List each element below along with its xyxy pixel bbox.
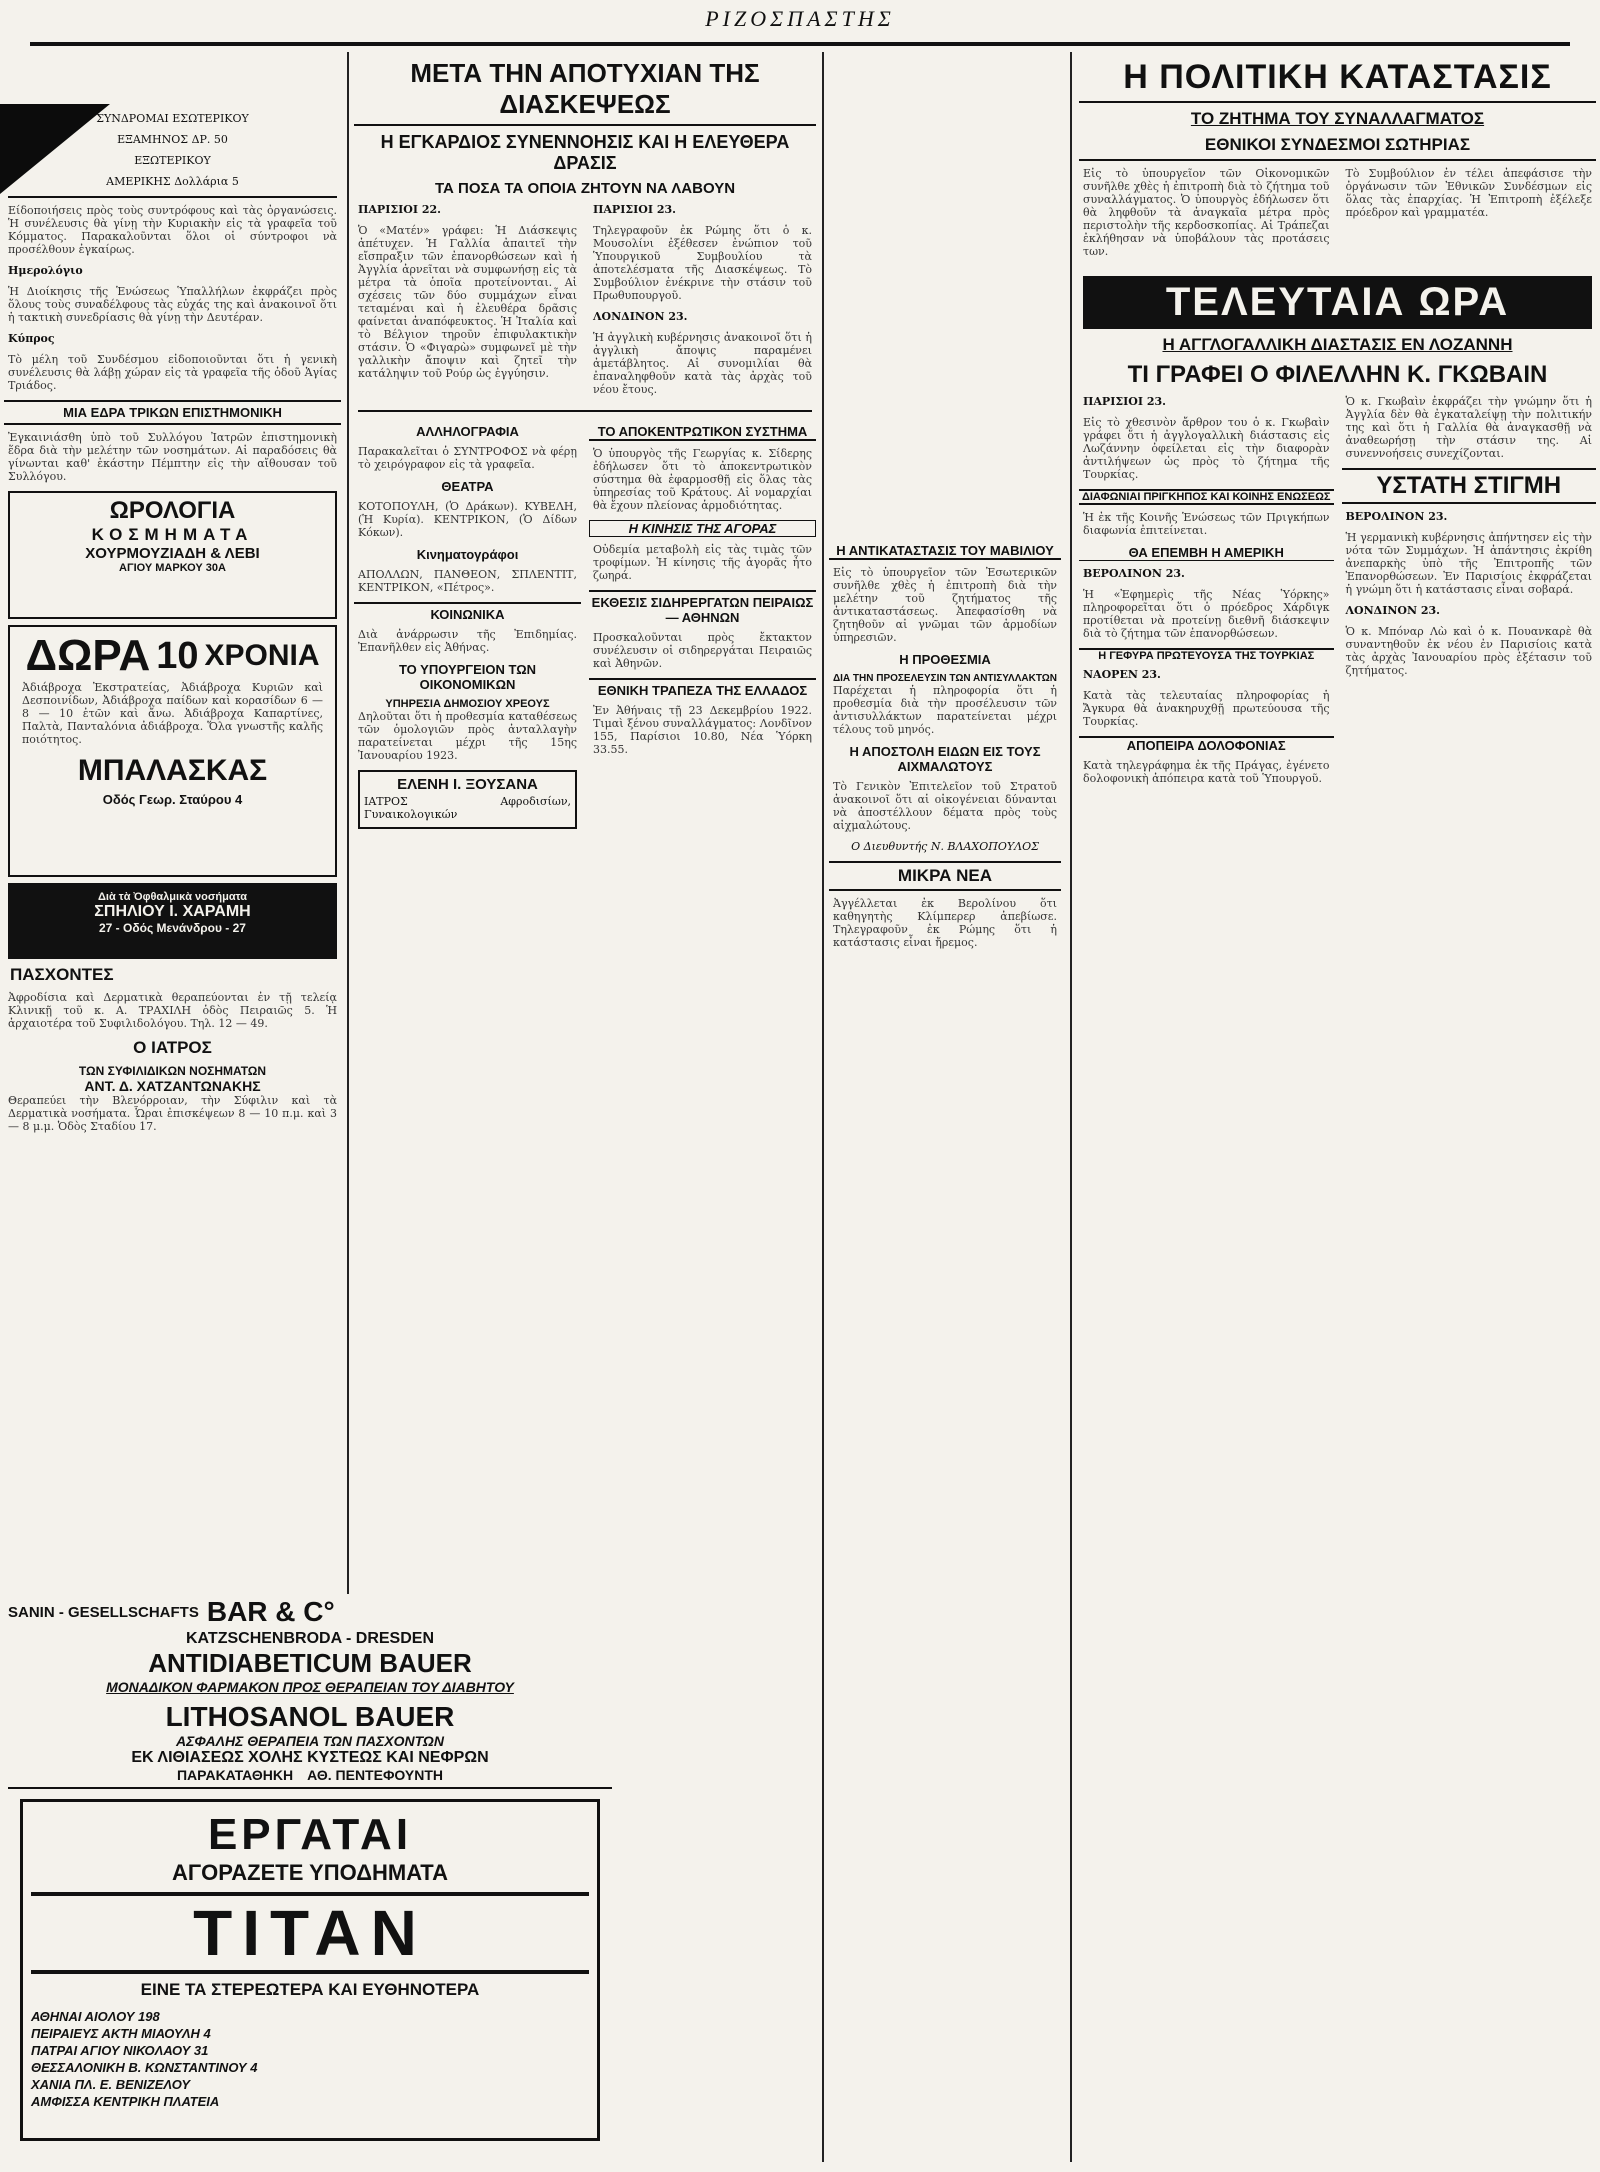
article-text: Ἡ γερμανικὴ κυβέρνησις ἀπήντησεν εἰς τὴν νότα τῶν Συμμάχων. Ἡ ἀπάντησις ἐκρίθη ἀνεπαρκὴς ὑπὸ τῆς Ἐπιτροπῆς τῶν Ἐπανορθώσεων. Ἐν Παρισίοις ἐκφράζεται ἡ γνώμη ὅτι ἡ κατάστασις εἶναι σοβαρά. bbox=[1345, 531, 1592, 596]
ad-lithosanol: LITHOSANOL BAUER bbox=[165, 1701, 455, 1732]
section-hmerologio: Ημερολόγιο bbox=[8, 264, 83, 277]
diafores-heading: ΔΙΑΦΩΝΙΑΙ ΠΡΙΓΚΗΠΟΣ ΚΑΙ ΚΟΙΝΗΣ ΕΝΩΣΕΩΣ bbox=[1079, 489, 1334, 505]
article-text: Ἡ Διοίκησις τῆς Ἑνώσεως Ὑπαλλήλων ἐκφράζει πρὸς ὅλους τοὺς συναδέλφους τὰς εὐχάς της καὶ ἀνακοινοῖ ὅτι ἡ τακτικὴ συνεδρίασις θὰ γίνῃ τὴν Δευτέραν. bbox=[8, 285, 337, 324]
ad-asfalis: ΑΣΦΑΛΗΣ ΘΕΡΑΠΕΙΑ ΤΩΝ ΠΑΣΧΟΝΤΩΝ bbox=[176, 1733, 444, 1749]
signature: Ο Διευθυντής Ν. ΒΛΑΧΟΠΟΥΛΟΣ bbox=[851, 840, 1039, 853]
ad-pentefounti: ΑΘ. ΠΕΝΤΕΦΟΥΝΤΗ bbox=[307, 1767, 444, 1783]
antikatastasis-heading: Η ΑΝΤΙΚΑΤΑΣΤΑΣΙΣ ΤΟΥ ΜΑΒΙΛΙΟΥ bbox=[829, 543, 1061, 560]
article-text: Εἰς τὸ ὑπουργεῖον τῶν Οἰκονομικῶν συνῆλθε χθὲς ἡ ἐπιτροπὴ διὰ τὸ ζήτημα τοῦ συναλλάγματος. Ὁ ὑπουργὸς ἐδήλωσεν ὅτι θὰ ληφθοῦν τὰ ἀναγκαῖα μέτρα πρὸς περιστολὴν τῆς κερδοσκοπίας. Αἱ Τράπεζαι ἐκλήθησαν νὰ ὑποβάλουν τὰς προτάσεις των. bbox=[1083, 167, 1330, 258]
column-divider bbox=[1070, 52, 1072, 2162]
kinimatografoi-heading: Κινηματογράφοι bbox=[416, 547, 519, 562]
ad-sanin: SANIN - GESELLSCHAFTS bbox=[8, 1603, 199, 1621]
ekthesis-heading: ΕΚΘΕΣΙΣ ΣΙΔΗΡΕΡΓΑΤΩΝ ΠΕΙΡΑΙΩΣ — ΑΘΗΝΩΝ bbox=[589, 590, 816, 625]
apopeira-heading: ΑΠΟΠΕΙΡΑ ΔΟΛΟΦΟΝΙΑΣ bbox=[1079, 736, 1334, 753]
allilografia-heading: ΑΛΛΗΛΟΓΡΑΦΙΑ bbox=[416, 424, 519, 439]
dateline: ΠΑΡΙΣΙΟΙ 22. bbox=[358, 203, 441, 216]
dateline: ΠΑΡΙΣΙΟΙ 23. bbox=[1083, 395, 1166, 408]
eleni-name: ΕΛΕΝΗ Ι. ΞΟΥΣΑΝΑ bbox=[397, 776, 538, 793]
ystati-heading: ΥΣΤΑΤΗ ΣΤΙΓΜΗ bbox=[1342, 468, 1597, 504]
gefyra-heading: Η ΓΕΦΥΡΑ ΠΡΩΤΕΥΟΥΣΑ ΤΗΣ ΤΟΥΡΚΙΑΣ bbox=[1079, 648, 1334, 662]
prothesmia-sub: ΔΙΑ ΤΗΝ ΠΡΟΣΕΛΕΥΣΙΝ ΤΩΝ ΑΝΤΙΣΥΛΛΑΚΤΩΝ bbox=[832, 673, 1058, 684]
iatros-name: ΑΝΤ. Δ. ΧΑΤΖΑΝΤΩΝΑΚΗΣ bbox=[84, 1078, 261, 1094]
ad-shop-address: Οδός Γεωρ. Σταύρου 4 bbox=[102, 792, 243, 807]
dateline: ΛΟΝΔΙΝΟΝ 23. bbox=[1345, 604, 1441, 617]
article-text: Είδοποιήσεις πρὸς τοὺς συντρόφους καὶ τὰς ὀργανώσεις. Ἡ συνέλευσις θὰ γίνῃ τὴν Κυριακὴν εἰς τὰ γραφεῖα τοῦ Κόμματος. Παρακαλοῦνται ὅλοι οἱ σύντροφοι νὰ προσέλθουν ἐγκαίρως. bbox=[8, 204, 337, 256]
epistimoniki-heading: ΜΙΑ ΕΔΡΑ ΤΡΙΚΩΝ ΕΠΙΣΤΗΜΟΝΙΚΗ bbox=[4, 400, 341, 425]
iatros-heading: Ο ΙΑΤΡΟΣ bbox=[133, 1038, 212, 1057]
subscription-abroad: ΕΞΩΤΕΡΙΚΟΥ bbox=[134, 154, 211, 167]
article-text: Ἡ ἐκ τῆς Κοινῆς Ἑνώσεως τῶν Πριγκήπων διαφωνία ἐπιτείνεται. bbox=[1083, 511, 1330, 537]
zitima-heading: ΤΟ ΖΗΤΗΜΑ ΤΟΥ ΣΥΝΑΛΛΑΓΜΑΤΟΣ bbox=[1190, 109, 1485, 128]
article-text: Παρακαλεῖται ὁ ΣΥΝΤΡΟΦΟΣ νὰ φέρῃ τὸ χειρόγραφον εἰς τὰ γραφεῖα. bbox=[358, 445, 577, 471]
ad-eye-intro: Διὰ τὰ Ὀφθαλμικὰ νοσήματα bbox=[98, 891, 247, 903]
ad-gifts-sub: ΧΡΟΝΙΑ bbox=[204, 639, 320, 672]
ad-eye-address: 27 - Οδός Μενάνδρου - 27 bbox=[99, 921, 246, 935]
ad-gifts-title: ΔΩΡΑ bbox=[25, 631, 151, 680]
ad-bar: BAR & C° bbox=[206, 1596, 335, 1627]
masthead bbox=[0, 0, 1600, 50]
ypiresia-sub: ΥΠΗΡΕΣΙΑ ΔΗΜΟΣΙΟΥ ΧΡΕΟΥΣ bbox=[385, 698, 550, 710]
article-text: Οὐδεμία μεταβολὴ εἰς τὰς τιμὰς τῶν τροφίμων. Ἡ κίνησις τῆς ἀγορᾶς ἦτο ζωηρά. bbox=[593, 543, 812, 582]
column-divider bbox=[822, 52, 824, 2162]
iatros-sub: ΤΩΝ ΣΥΦΙΛΙΔΙΚΩΝ ΝΟΣΗΜΑΤΩΝ bbox=[78, 1064, 267, 1078]
ad-titan-brand: TITAN bbox=[31, 1892, 589, 1974]
article-text: Ὁ «Ματέν» γράφει: Ἡ Διάσκεψις ἀπέτυχεν. Ἡ Γαλλία ἀπαιτεῖ τὴν εἴσπραξιν τῶν ἐπανορθώσεων καὶ ἡ Ἀγγλία ἀρνεῖται νὰ συμφωνήσῃ εἰς τὰ μέτρα τὰ ὁποῖα προτείνονται. Αἱ σχέσεις τῶν δύο συμμάχων εἶναι τεταμέναι καὶ ἡ ἐλευθέρα δρᾶσις φαίνεται ἀναπόφευκτος. Ἡ Ἰταλία καὶ τὸ Βέλγιον τηροῦν ἐπιφυλακτικὴν στάσιν. Ὁ «Φιγαρὼ» συμφωνεῖ μὲ τὴν γαλλικὴν ἄποψιν καὶ ζητεῖ τὴν κατάληψιν τοῦ Ρούρ ὡς ἐγγύησιν. bbox=[358, 224, 577, 380]
ypourgeion-heading: ΤΟ ΥΠΟΥΡΓΕΙΟΝ ΤΩΝ ΟΙΚΟΝΟΜΙΚΩΝ bbox=[398, 662, 537, 692]
kinisis-heading: Η ΚΙΝΗΣΙΣ ΤΗΣ ΑΓΟΡΑΣ bbox=[589, 520, 816, 537]
ad-watch-sub: ΚΟΣΜΗΜΑΤΑ bbox=[91, 525, 254, 544]
ad-address-1: ΑΘΗΝΑΙ ΑΙΟΛΟΥ 198 bbox=[31, 2009, 160, 2024]
ad-address-6: ΑΜΦΙΣΣΑ ΚΕΝΤΡΙΚΗ ΠΛΑΤΕΙΑ bbox=[31, 2094, 220, 2109]
koinonika-heading: ΚΟΙΝΩΝΙΚΑ bbox=[354, 602, 581, 622]
ad-katzsch: KATZSCHENBRODA - DRESDEN bbox=[186, 1630, 434, 1647]
article-text: Ἀφροδίσια καὶ Δερματικὰ θεραπεύονται ἐν τῇ τελείᾳ Κλινικῇ τοῦ κ. Α. ΤΡΑΧΙΛΗ ὁδὸς Πειραιῶς 5. Ἡ ἀρχαιοτέρα τοῦ Συφιλιδολόγου. Τηλ. 12 — 49. bbox=[8, 991, 337, 1030]
ad-watch-title: ΩΡΟΛΟΓΙΑ bbox=[109, 497, 236, 524]
article-text: Ὁ κ. Μπόναρ Λὼ καὶ ὁ κ. Πουανκαρὲ θὰ συναντηθοῦν ἐκ νέου ἐν Παρισίοις κατὰ τὰς ἀρχὰς Ἰανουαρίου πρὸς ἐξέτασιν τοῦ ζητήματος. bbox=[1345, 625, 1592, 677]
agglogalliki-heading: Η ΑΓΓΛΟΓΑΛΛΙΚΗ ΔΙΑΣΤΑΣΙΣ ΕΝ ΛΟΖΑΝΝΗ bbox=[1162, 335, 1513, 354]
ad-watch-address: ΑΓΙΟΥ ΜΑΡΚΟΥ 30Α bbox=[119, 562, 226, 574]
ad-parakatathiki: ΠΑΡΑΚΑΤΑΘΗΚΗ bbox=[176, 1767, 294, 1783]
article-text: Θεραπεύει τὴν Βλενόρροιαν, τὴν Σύφιλιν καὶ τὰ Δερματικὰ νοσήματα. Ὧραι ἐπισκέψεων 8 — 10 π.μ. καὶ 3 — 8 μ.μ. Ὁδὸς Σταδίου 17. bbox=[8, 1094, 337, 1133]
article-text: Ἐν Ἀθήναις τῇ 23 Δεκεμβρίου 1922. Τιμαὶ ξένου συναλλάγματος: Λονδῖνον 155, Παρίσιοι 10.80, Νέα Ὑόρκη 33.55. bbox=[593, 704, 812, 756]
ad-shop-name: ΜΠΑΛΑΣΚΑΣ bbox=[77, 754, 268, 787]
ti-grafei-heading: ΤΙ ΓΡΑΦΕΙ Ο ΦΙΛΕΛΛΗΝ Κ. ΓΚΩΒΑΙΝ bbox=[1127, 361, 1548, 388]
ad-gifts-text: Ἀδιάβροχα Ἐκστρατείας, Ἀδιάβροχα Κυριῶν καὶ Δεσποινίδων, Ἀδιάβροχα παίδων καὶ κορασίδων 6 — 8 — 10 ἐτῶν καὶ ἄνω. Ἀδιάβροχα Καπαρτίνες, Παλτὰ, Πανταλόνια ἀδιάβροχα. Ὅλα γνωστῆς καλῆς ποιότητος. bbox=[22, 681, 323, 746]
article-text: Κατὰ τὰς τελευταίας πληροφορίας ἡ Ἄγκυρα θὰ ἀνακηρυχθῇ πρωτεύουσα τῆς Τουρκίας. bbox=[1083, 689, 1330, 728]
pasxontes-heading: ΠΑΣΧΟΝΤΕΣ bbox=[10, 965, 114, 984]
divider bbox=[8, 196, 337, 198]
ethniki-heading: ΕΘΝΙΚΗ ΤΡΑΠΕΖΑ ΤΗΣ ΕΛΛΑΔΟΣ bbox=[589, 678, 816, 698]
ad-watch-shop: ΧΟΥΡΜΟΥΖΙΑΔΗ & ΛΕΒΙ bbox=[85, 545, 260, 562]
article-text: Προσκαλοῦνται πρὸς ἔκτακτον συνέλευσιν οἱ σιδηρεργάται Πειραιῶς καὶ Ἀθηνῶν. bbox=[593, 631, 812, 670]
article-text: Ὁ ὑπουργὸς τῆς Γεωργίας κ. Σίδερης ἐδήλωσεν ὅτι τὸ ἀποκεντρωτικὸν σύστημα θὰ ἐφαρμοσθῇ εἰς ὅλας τὰς ὑπηρεσίας τοῦ Κράτους. Αἱ νομαρχίαι θὰ ἔχουν πλείονας ἁρμοδιότητας. bbox=[593, 447, 812, 512]
article-text: Ὁ κ. Γκωβαὶν ἐκφράζει τὴν γνώμην ὅτι ἡ Ἀγγλία δὲν θὰ ἐγκαταλείψῃ τὴν πολιτικήν της καὶ ὅτι ἡ Γαλλία θὰ ἀναγκασθῇ νὰ ἀναθεωρήσῃ τὴν στάσιν της. Αἱ συνεννοήσεις συνεχίζονται. bbox=[1345, 395, 1592, 460]
eleni-sub: ΙΑΤΡΟΣ Αφροδισίων, Γυναικολογικών bbox=[364, 795, 571, 821]
ad-gifts-number: 10 bbox=[156, 634, 199, 677]
amerikh-heading: ΘΑ ΕΠΕΜΒΗ Η ΑΜΕΡΙΚΗ bbox=[1079, 545, 1334, 561]
divider bbox=[358, 410, 812, 412]
article-text: Τὸ μέλη τοῦ Συνδέσμου εἰδοποιοῦνται ὅτι ἡ γενικὴ συνέλευσις θὰ λάβῃ χώραν εἰς τὰ γραφεῖα τῆς ὁδοῦ Ἁγίας Τριάδος. bbox=[8, 353, 337, 392]
main-subhead: Η ΕΓΚΑΡΔΙΟΣ ΣΥΝΕΝΝΟΗΣΙΣ ΚΑΙ Η ΕΛΕΥΘΕΡΑ ΔΡΑΣΙΣ bbox=[380, 132, 790, 173]
dateline: ΛΟΝΔΙΝΟΝ 23. bbox=[593, 310, 688, 323]
dateline: ΒΕΡΟΛΙΝΟΝ 23. bbox=[1345, 510, 1448, 523]
dateline: ΠΑΡΙΣΙΟΙ 23. bbox=[593, 203, 676, 216]
ethnikoi-heading: ΕΘΝΙΚΟΙ ΣΥΝΔΕΣΜΟΙ ΣΩΤΗΡΙΑΣ bbox=[1079, 135, 1596, 161]
article-text: ΑΠΟΛΛΩΝ, ΠΑΝΘΕΟΝ, ΣΠΛΕΝΤΙΤ, ΚΕΝΤΡΙΚΟΝ, «Πέτρος». bbox=[358, 568, 577, 594]
article-text: Ἡ «Ἐφημερὶς τῆς Νέας Ὑόρκης» πληροφορεῖται ὅτι ὁ πρόεδρος Χάρδιγκ προτίθεται νὰ προτείνῃ διεθνῆ διάσκεψιν διὰ τὸ ζήτημα τῶν ἐπανορθώσεων. bbox=[1083, 588, 1330, 640]
main-headline: ΜΕΤΑ ΤΗΝ ΑΠΟΤΥΧΙΑΝ ΤΗΣ ΔΙΑΣΚΕΨΕΩΣ bbox=[354, 58, 816, 126]
article-text: Διὰ ἀνάρρωσιν τῆς Ἐπιδημίας. Ἐπανῆλθεν εἰς Ἀθήνας. bbox=[358, 628, 577, 654]
ad-agorazete: ΑΓΟΡΑΖΕΤΕ ΥΠΟΔΗΜΑΤΑ bbox=[172, 1860, 448, 1885]
article-text: Εἰς τὸ ὑπουργεῖον τῶν Ἐσωτερικῶν συνῆλθε χθὲς ἡ ἐπιτροπὴ διὰ τὴν μελέτην τοῦ ζητήματος τῆς ἀντικαταστάσεως. Ἀπεφασίσθη νὰ ζητηθοῦν αἱ γνῶμαι τῶν ἁρμοδίων ὑπηρεσιῶν. bbox=[833, 566, 1057, 644]
newspaper-name: ΡΙΖΟΣΠΑΣΤΗΣ bbox=[705, 6, 895, 31]
apostolai-heading: Η ΑΠΟΣΤΟΛΗ ΕΙΔΩΝ ΕΙΣ ΤΟΥΣ ΑΙΧΜΑΛΩΤΟΥΣ bbox=[849, 744, 1041, 774]
section-kypros: Κύπρος bbox=[8, 332, 55, 345]
subscription-america: ΑΜΕΡΙΚΗΣ Δολλάρια 5 bbox=[106, 175, 239, 188]
ad-eye-name: ΣΠΗΛΙΟΥ Ι. ΧΑΡΑΜΗ bbox=[94, 903, 251, 920]
ad-monadikon: ΜΟΝΑΔΙΚΟΝ ΦΑΡΜΑΚΟΝ ΠΡΟΣ ΘΕΡΑΠΕΙΑΝ ΤΟΥ ΔΙΑΒΗΤΟΥ bbox=[106, 1679, 514, 1695]
column-4 bbox=[1075, 52, 1600, 2162]
article-text: Ἐγκαινιάσθη ὑπὸ τοῦ Συλλόγου Ἰατρῶν ἐπιστημονικὴ ἕδρα διὰ τὴν μελέτην τῶν νοσημάτων. Αἱ παραδόσεις θὰ γίνωνται καθ' ἑκάστην Πέμπτην εἰς τὴν αἴθουσαν τοῦ Συλλόγου. bbox=[8, 431, 337, 483]
article-text: Εἰς τὸ χθεσινὸν ἄρθρον του ὁ κ. Γκωβαὶν γράφει ὅτι ἡ ἀγγλογαλλικὴ διάστασις εἰς Λωζάννην ὀφείλεται εἰς τὴν διαφορὰν ἀντιλήψεων ὡς πρὸς τὸ ζήτημα τῆς Τουρκίας. bbox=[1083, 416, 1330, 481]
apokentrotikon-heading: ΤΟ ΑΠΟΚΕΝΤΡΩΤΙΚΟΝ ΣΥΣΤΗΜΑ bbox=[589, 424, 816, 441]
column-3 bbox=[825, 52, 1065, 2162]
article-text: Ἡ ἀγγλικὴ κυβέρνησις ἀνακοινοῖ ὅτι ἡ ἀγγλικὴ ἄποψις παραμένει ἀμετάβλητος. Αἱ συνομιλίαι θὰ ἐπαναληφθοῦν κατὰ τὰς ἀρχὰς τοῦ νέου ἔτους. bbox=[593, 331, 812, 396]
ad-watches bbox=[8, 491, 337, 619]
ad-ergatai: ΕΡΓΑΤΑΙ bbox=[207, 1810, 413, 1859]
ad-address-5: ΧΑΝΙΑ ΠΛ. Ε. ΒΕΝΙΖΕΛΟΥ bbox=[31, 2077, 191, 2092]
article-text: Κατὰ τηλεγράφημα ἐκ τῆς Πράγας, ἐγένετο δολοφονικὴ ἀπόπειρα κατὰ τοῦ Ὑπουργοῦ. bbox=[1083, 759, 1330, 785]
bottom-ads bbox=[0, 1594, 620, 2172]
article-text: Τὸ Γενικὸν Ἐπιτελεῖον τοῦ Στρατοῦ ἀνακοινοῖ ὅτι αἱ οἰκογένειαι δύνανται νὰ ἀποστέλλουν δέματα πρὸς τοὺς αἰχμαλώτους. bbox=[833, 780, 1057, 832]
ad-address-3: ΠΑΤΡΑΙ ΑΓΙΟΥ ΝΙΚΟΛΑΟΥ 31 bbox=[31, 2043, 209, 2058]
subscription-header: ΣΥΝΔΡΟΜΑΙ ΕΣΩΤΕΡΙΚΟΥ bbox=[96, 112, 249, 125]
politiki-headline: Η ΠΟΛΙΤΙΚΗ ΚΑΤΑΣΤΑΣΙΣ bbox=[1079, 58, 1596, 103]
ad-gifts bbox=[8, 625, 337, 877]
theatra-heading: ΘΕΑΤΡΑ bbox=[441, 479, 494, 494]
prothesmia-heading: Η ΠΡΟΘΕΣΜΙΑ bbox=[899, 652, 991, 667]
article-text: Παρέχεται ἡ πληροφορία ὅτι ἡ προθεσμία διὰ τὴν προσέλευσιν τῶν ἀντισυλλάκτων παρατείνεται μέχρι τέλους τοῦ μηνός. bbox=[833, 684, 1057, 736]
dateline: ΝΑΟΡΕΝ 23. bbox=[1083, 668, 1161, 681]
ad-ek-lithiaseos: ΕΚ ΛΙΘΙΑΣΕΩΣ ΧΟΛΗΣ ΚΥΣΤΕΩΣ ΚΑΙ ΝΕΦΡΩΝ bbox=[131, 1749, 489, 1766]
masthead-rule bbox=[30, 42, 1570, 46]
dateline: ΒΕΡΟΛΙΝΟΝ 23. bbox=[1083, 567, 1185, 580]
teleftaia-banner: ΤΕΛΕΥΤΑΙΑ ΩΡΑ bbox=[1083, 276, 1592, 329]
article-text: ΚΟΤΟΠΟΥΛΗ, (Ὁ Δράκων). ΚΥΒΕΛΗ, (Ἡ Κυρία). ΚΕΝΤΡΙΚΟΝ, (Ὁ Δίδων Κόκων). bbox=[358, 500, 577, 539]
ad-eine: ΕΙΝΕ ΤΑ ΣΤΕΡΕΩΤΕΡΑ ΚΑΙ ΕΥΘΗΝΟΤΕΡΑ bbox=[140, 1980, 480, 1999]
ad-antidia: ANTIDIABETICUM BAUER bbox=[148, 1648, 472, 1678]
article-text: Τηλεγραφοῦν ἐκ Ρώμης ὅτι ὁ κ. Μουσολίνι ἐξέθεσεν ἐνώπιον τοῦ Ὑπουργικοῦ Συμβουλίου τὰ ἀποτελέσματα τῆς Διασκέψεως. Τὸ Συμβούλιον ἐνέκρινε τὴν στάσιν τοῦ Πρωθυπουργοῦ. bbox=[593, 224, 812, 302]
article-text: Δηλοῦται ὅτι ἡ προθεσμία καταθέσεως τῶν ὁμολογιῶν πρὸς ἀνταλλαγὴν παρατείνεται μέχρι τῆς 15ης Ἰανουαρίου 1923. bbox=[358, 710, 577, 762]
mikra-nea-heading: ΜΙΚΡΑ ΝΕΑ bbox=[829, 861, 1061, 891]
article-text: Ἀγγέλλεται ἐκ Βερολίνου ὅτι καθηγητὴς Κλίμπερερ ἀπεβίωσε. Τηλεγραφοῦν ἐκ Ρώμης ὅτι ἡ κατάστασις εἶναι ἤρεμος. bbox=[833, 897, 1057, 949]
ad-doctor-xousana bbox=[358, 770, 577, 829]
ad-eye-doctor bbox=[8, 883, 337, 959]
ad-address-2: ΠΕΙΡΑΙΕΥΣ ΑΚΤΗ ΜΙΑΟΥΛΗ 4 bbox=[31, 2026, 211, 2041]
article-text: Τὸ Συμβούλιον ἐν τέλει ἀπεφάσισε τὴν ὀργάνωσιν τῶν Ἐθνικῶν Συνδέσμων εἰς ὅλας τὰς ἐπαρχίας. Ἡ Ἐπιτροπὴ ἐξέλεξε πρόεδρον καὶ γραμματέα. bbox=[1345, 167, 1592, 219]
ad-titan bbox=[20, 1799, 600, 2141]
ad-address-4: ΘΕΣΣΑΛΟΝΙΚΗ Β. ΚΩΝΣΤΑΝΤΙΝΟΥ 4 bbox=[31, 2060, 258, 2075]
subscription-price: ΕΞΑΜΗΝΟΣ ΔΡ. 50 bbox=[117, 133, 228, 146]
main-subhead-2: ΤΑ ΠΟΣΑ ΤΑ ΟΠΟΙΑ ΖΗΤΟΥΝ ΝΑ ΛΑΒΟΥΝ bbox=[434, 180, 736, 197]
